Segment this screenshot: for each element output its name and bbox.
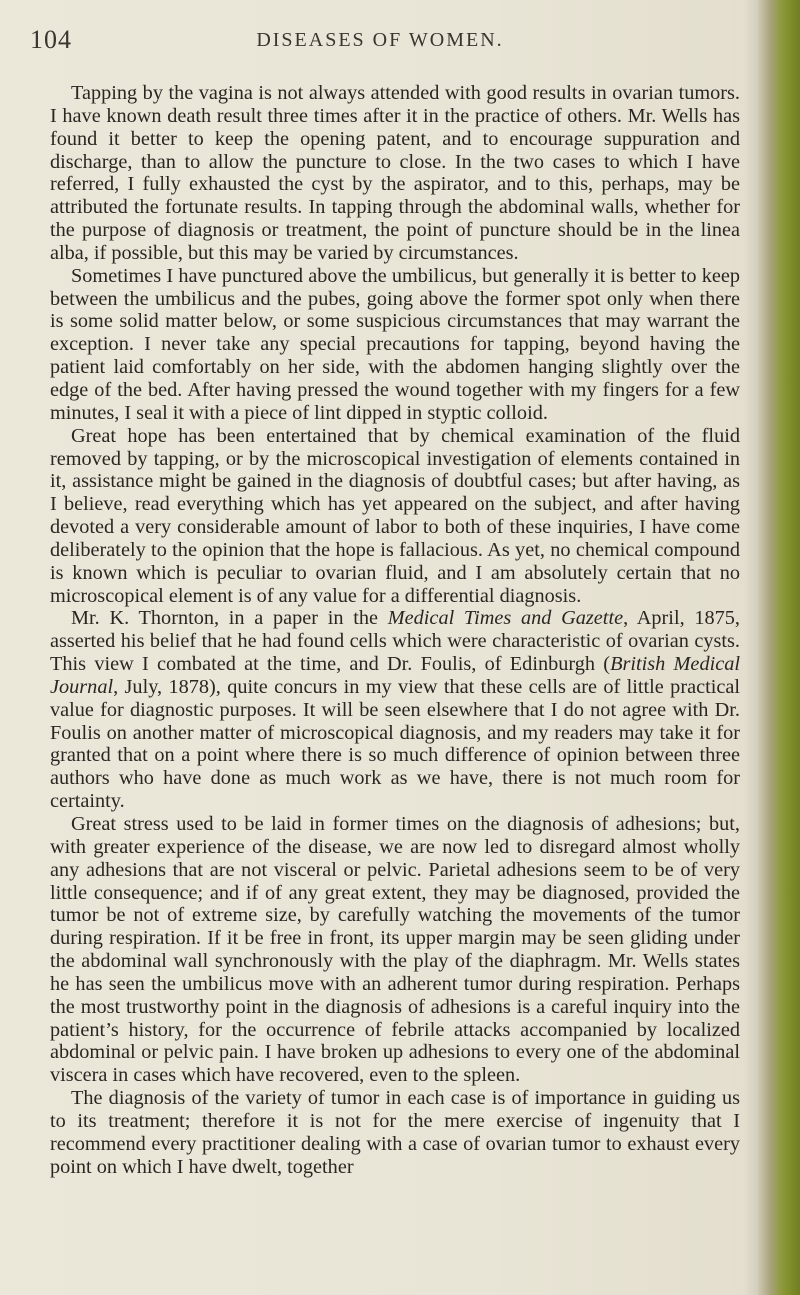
paragraph-text: Great stress used to be laid in former times on the diagnosis of adhesions; but, with greater experience of the disease, we are now led to disregard almost wholly any adhesions that are not visceral or pelvic. Parietal adhesions seem to be of very little consequence; and if of any great extent, they may be diagnosed, provided the tumor be not of extreme size, by carefully watching the movements of the tumor during respiration. If it be free in front, its upper margin may be seen gliding under the abdominal wall synchronously with the play of the diaphragm. Mr. Wells states he has seen the umbilicus move with an adherent tumor during respiration. Perhaps the most trustworthy point in the diagnosis of adhesions is a careful inquiry into the patient’s history, for the occurrence of febrile attacks accompanied by localized abdominal or pelvic pain. I have broken up adhesions to every one of the abdominal viscera in cases which have recovered, even to the spleen. bbox=[50, 813, 740, 1087]
paragraph bbox=[50, 265, 740, 425]
italic-title: British Medical Journal bbox=[50, 653, 740, 698]
paragraph bbox=[50, 82, 740, 265]
page-header bbox=[30, 25, 730, 57]
page-gutter-shadow bbox=[744, 0, 758, 1295]
page-edge bbox=[758, 0, 800, 1295]
running-head: DISEASES OF WOMEN. bbox=[256, 29, 504, 51]
italic-title: Medical Times and Gazette bbox=[387, 607, 624, 630]
paragraph bbox=[50, 607, 740, 813]
paragraph-text: Sometimes I have punctured above the umbilicus, but generally it is better to keep between the umbilicus and the pubes, going above the former spot only when there is some solid matter below, or some suspicious circumstances that may warrant the exception. I never take any special precautions for tapping, beyond having the patient laid comfortably on her side, with the abdomen hanging slightly over the edge of the bed. After having pressed the wound together with my fingers for a few minutes, I seal it with a piece of lint dipped in styptic colloid. bbox=[50, 264, 740, 424]
paragraph-text: Mr. K. Thornton, in a paper in the bbox=[71, 607, 388, 630]
paragraph-text: , July, 1878), quite concurs in my view that these cells are of little practical value for diagnostic purposes. It will be seen elsewhere that I do not agree with Dr. Foulis on another matter of microscopical diagnosis, and my readers may take it for granted that on a point where there is so much difference of opinion between three authors who have done as much work as we have, there is not much room for certainty. bbox=[50, 675, 740, 813]
paragraph bbox=[50, 425, 740, 608]
paragraph-text: , April, 1875, asserted his belief that he had found cells which were characteristic of ovarian cysts. This view I combated at the time, and Dr. Foulis, of Edinburgh ( bbox=[50, 607, 740, 676]
page-number: 104 bbox=[30, 25, 72, 54]
paragraph bbox=[50, 1087, 740, 1178]
paragraph bbox=[50, 813, 740, 1087]
paragraph-text: Great hope has been entertained that by chemical examination of the fluid removed by tapping, or by the microscopical investigation of elements contained in it, assistance might be gained in the diagnosis of doubtful cases; but after having, as I believe, read everything which has yet appeared on the subject, and after having devoted a very considerable amount of labor to both of these inquiries, I have come deliberately to the opinion that the hope is fallacious. As yet, no chemical compound is known which is peculiar to ovarian fluid, and I am absolutely certain that no microscopical element is of any value for a differential diagnosis. bbox=[50, 424, 740, 607]
paragraph-text: Tapping by the vagina is not always attended with good results in ovarian tumors. I have known death result three times after it in the practice of others. Mr. Wells has found it better to keep the opening patent, and to encourage suppuration and discharge, than to allow the puncture to close. In the two cases to which I have referred, I fully exhausted the cyst by the aspirator, and to this, perhaps, may be attributed the fortunate results. In tapping through the abdominal walls, whether for the purpose of diagnosis or treatment, the point of puncture should be in the linea alba, if possible, but this may be varied by circumstances. bbox=[50, 82, 740, 264]
paragraph-text: The diagnosis of the variety of tumor in each case is of importance in guiding us to its treatment; therefore it is not for the mere exercise of ingenuity that I recommend every practitioner dealing with a case of ovarian tumor to exhaust every point on which I have dwelt, together bbox=[50, 1087, 740, 1178]
body-text bbox=[50, 82, 740, 1179]
